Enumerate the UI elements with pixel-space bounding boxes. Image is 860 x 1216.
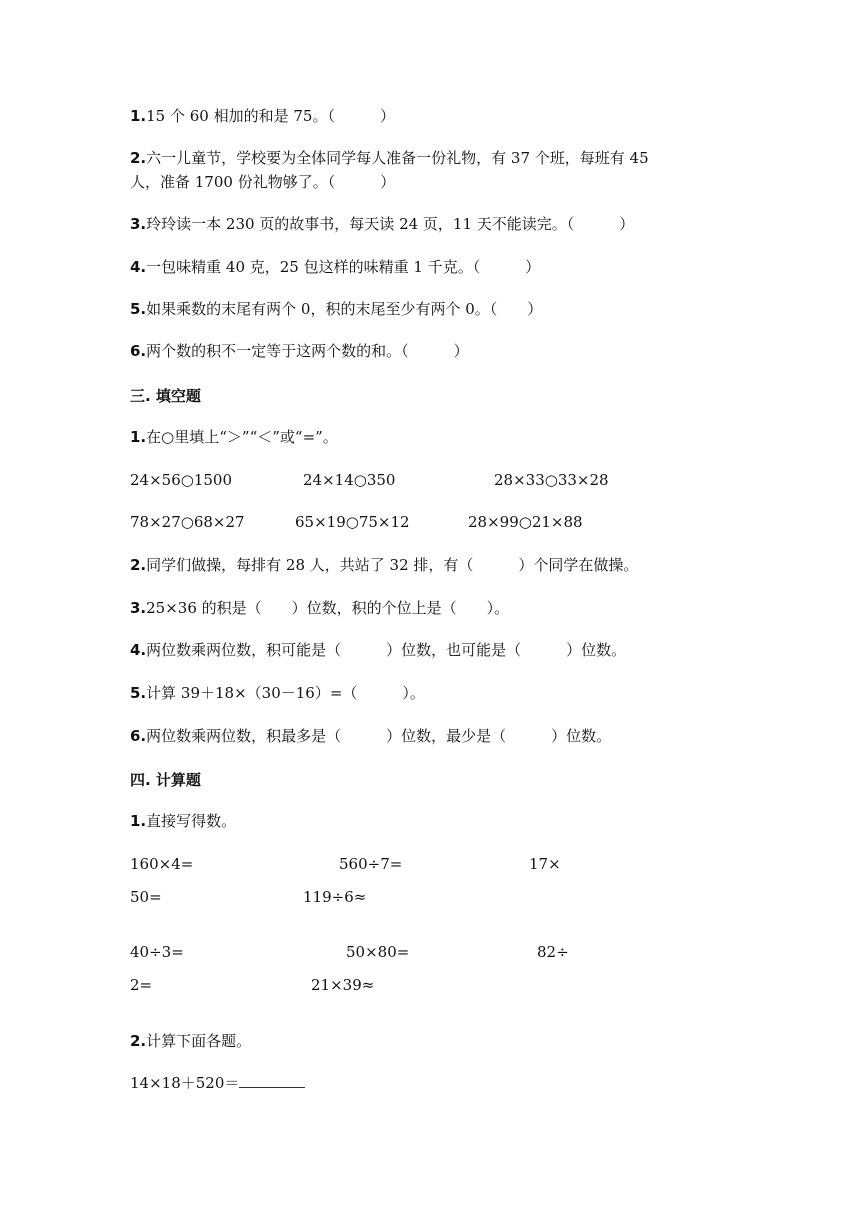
item-text: 25×36 的积是（ ）位数，积的个位上是（ ）。 [146,599,510,617]
expression-text: 14×18＋520＝ [130,1074,240,1092]
fill-item-2 [130,553,638,577]
judge-item-5 [130,297,542,321]
item-text: 两位数乘两位数，积可能是（ ）位数，也可能是（ ）位数。 [146,641,627,659]
item-number: 1. [130,428,147,446]
judge-item-2-continued [130,170,395,194]
fill-item-4 [130,638,626,662]
item-text: 计算下面各题。 [146,1032,252,1050]
item-text: 两个数的积不一定等于这两个数的和。（ ） [146,342,469,360]
compare-cell: 28×99○21×88 [468,513,583,531]
item-text: 如果乘数的末尾有两个 0，积的末尾至少有两个 0。（ ） [146,300,543,318]
item-text: 玲玲读一本 230 页的故事书，每天读 24 页，11 天不能读完。（ ） [146,215,635,233]
item-number: 1. [130,812,147,830]
fill-item-1 [130,425,338,449]
mental-math-cell: 21×39≈ [311,976,375,994]
item-number: 3. [130,599,147,617]
mental-math-cell: 2= [130,976,153,994]
mental-math-cell: 560÷7= [339,855,403,873]
mental-math-cell: 17× [529,855,561,873]
mental-math-cell: 119÷6≈ [303,888,367,906]
compare-cell: 24×14○350 [303,471,396,489]
item-number: 5. [130,684,147,702]
section-heading-fill: 三. 填空题 [130,387,201,405]
item-text: 直接写得数。 [146,812,237,830]
item-number: 6. [130,342,147,360]
item-number: 6. [130,727,147,745]
item-number: 2. [130,1032,147,1050]
item-number: 3. [130,215,147,233]
item-text: 两位数乘两位数，积最多是（ ）位数，最少是（ ）位数。 [146,727,612,745]
mental-math-cell: 160×4= [130,855,194,873]
item-number: 5. [130,300,147,318]
item-text: 六一儿童节，学校要为全体同学每人准备一份礼物，有 37 个班，每班有 45 [146,149,649,167]
judge-item-4 [130,255,540,279]
item-number: 4. [130,258,147,276]
mental-math-cell: 40÷3= [130,943,184,961]
fill-item-5 [130,681,425,705]
answer-blank[interactable] [239,1071,305,1088]
judge-item-2 [130,146,649,170]
item-number: 1. [130,107,147,125]
calc-item-1 [130,809,236,833]
item-text: 一包味精重 40 克，25 包这样的味精重 1 千克。（ ） [146,258,541,276]
item-text: 15 个 60 相加的和是 75。（ ） [146,107,395,125]
item-text: 同学们做操，每排有 28 人，共站了 32 排，有（ ）个同学在做操。 [146,556,639,574]
fill-item-6 [130,724,611,748]
item-number: 2. [130,149,147,167]
mental-math-cell: 50= [130,888,162,906]
calc-item-2 [130,1029,251,1053]
item-number: 4. [130,641,147,659]
calc-expression [130,1071,305,1094]
fill-item-3 [130,596,509,620]
item-text: 计算 39＋18×（30－16）=（ ）。 [146,684,425,702]
item-number: 2. [130,556,147,574]
compare-cell: 78×27○68×27 [130,513,245,531]
compare-cell: 24×56○1500 [130,471,233,489]
item-text: 在○里填上“＞”“＜”或“=”。 [146,428,338,446]
compare-cell: 65×19○75×12 [295,513,410,531]
judge-item-6 [130,339,469,363]
judge-item-3 [130,212,634,236]
compare-cell: 28×33○33×28 [494,471,609,489]
item-text: 人，准备 1700 份礼物够了。（ ） [130,173,396,191]
mental-math-cell: 50×80= [346,943,410,961]
section-heading-calc: 四. 计算题 [130,771,201,789]
mental-math-cell: 82÷ [537,943,569,961]
judge-item-1 [130,104,395,128]
